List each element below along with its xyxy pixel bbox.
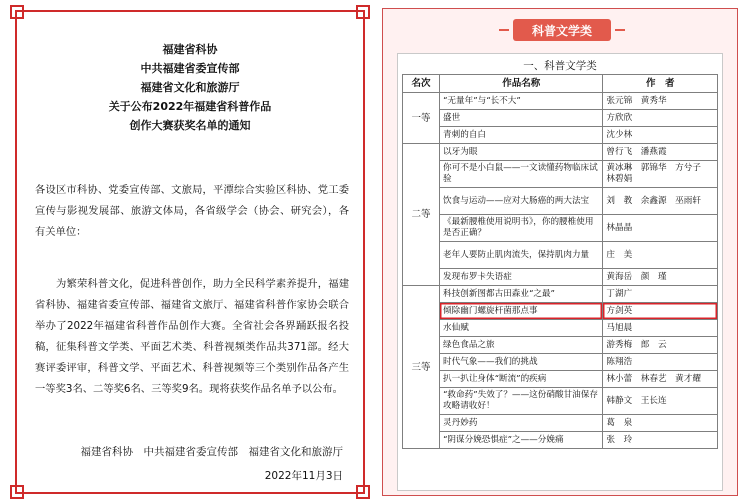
author-cell: 葛 泉 (603, 415, 718, 432)
work-title-cell: 以牙为眼 (440, 144, 603, 161)
table-row (403, 188, 718, 215)
work-title-cell: 盛世 (440, 110, 603, 127)
work-title-cell: “无量年”与“长不大” (440, 93, 603, 110)
table-row (403, 320, 718, 337)
rank-cell: 一等 (403, 93, 440, 144)
table-row (403, 127, 718, 144)
table-row (403, 93, 718, 110)
author-cell: 林小蕾 林春艺 黄才耀 (603, 371, 718, 388)
table-row (403, 432, 718, 449)
table-row (403, 354, 718, 371)
work-title-cell: 灵丹妙药 (440, 415, 603, 432)
work-title-cell: 发现布罗卡失语症 (440, 269, 603, 286)
notice-addressee: 各设区市科协、党委宣传部、文旅局，平潭综合实验区科协、党工委宣传与影视发展部、旅游文体局，各省级学会（协会、研究会），各有关单位： (35, 184, 349, 238)
work-title-cell: “救命药”失效了？——这份硝酸甘油保存攻略请收好！ (440, 388, 603, 415)
work-title-cell: 倾除幽门螺旋杆菌那点事 (440, 303, 603, 320)
work-title-cell: 你可不是小白鼠——一文读懂药物临床试验 (440, 161, 603, 188)
table-title: 一、科普文学类 (523, 60, 597, 72)
notice-title-line: 创作大赛获奖名单的通知 (129, 119, 251, 132)
table-header-row (403, 75, 718, 93)
work-title-cell: “阴谋分娩恐惧症”之——分娩痛 (440, 432, 603, 449)
author-cell: 方剑英 (603, 303, 718, 320)
table-row (403, 286, 718, 303)
issuer-line: 福建省文化和旅游厅 (140, 81, 240, 94)
notice-signature: 福建省科协 中共福建省委宣传部 福建省文化和旅游厅 (80, 446, 343, 458)
table-row (403, 415, 718, 432)
corner-ornament (10, 485, 24, 499)
table-row (403, 303, 718, 320)
table-row (403, 337, 718, 354)
award-table-card (397, 53, 723, 491)
work-title-cell: 绿色食品之旅 (440, 337, 603, 354)
work-title-cell: 老年人要防止肌肉流失，保持肌肉力量 (440, 242, 603, 269)
work-title-cell: 青刺的自白 (440, 127, 603, 144)
table-row (403, 161, 718, 188)
corner-ornament (356, 5, 370, 19)
author-cell: 马旭晨 (603, 320, 718, 337)
author-cell: 林晶晶 (603, 215, 718, 242)
corner-ornament (10, 5, 24, 19)
table-row (403, 242, 718, 269)
table-row (403, 144, 718, 161)
award-table-body (403, 93, 718, 449)
notice-date: 2022年11月3日 (264, 470, 343, 482)
award-table (402, 74, 718, 449)
table-row (403, 269, 718, 286)
author-cell: 方欣欣 (603, 110, 718, 127)
notice-heading (17, 40, 363, 135)
issuer-line: 中共福建省委宣传部 (140, 62, 240, 75)
notice-body: 为繁荣科普文化，促进科普创作，助力全民科学素养提升，福建省科协、福建省委宣传部、福建省文旅厅、福建省科普作家协会联合举办了2022年福建省科普作品创作大赛。全省社会各界踊跃报名投稿，征集科普文学类、平面艺术类、科普视频类作品共371部。经大赛评委评审，科普文学、平面艺术、科普视频等三个类别作品各产生一等奖3名、二等奖6名、三等奖9名。现将获奖作品名单予以公布。 (35, 278, 349, 395)
corner-ornament (356, 485, 370, 499)
header-rank: 名次 (403, 75, 440, 93)
author-cell: 黄海岳 颜 瑾 (603, 269, 718, 286)
award-list-panel (382, 8, 738, 496)
table-row (403, 388, 718, 415)
rank-cell: 二等 (403, 144, 440, 286)
author-cell: 沈少林 (603, 127, 718, 144)
work-title-cell: 科技创新图都古田森业“之最” (440, 286, 603, 303)
author-cell: 游秀梅 郎 云 (603, 337, 718, 354)
author-cell: 丁湖广 (603, 286, 718, 303)
author-cell: 黄冰琳 郭锦华 方兮子 林碧娟 (603, 161, 718, 188)
work-title-cell: 《最新腰椎使用说明书》，你的腰椎使用是否正确？ (440, 215, 603, 242)
table-row (403, 110, 718, 127)
work-title-cell: 扒一扒让身体“断流”的疾病 (440, 371, 603, 388)
header-work: 作品名称 (440, 75, 603, 93)
author-cell: 曾行飞 潘燕霞 (603, 144, 718, 161)
author-cell: 张 玲 (603, 432, 718, 449)
table-row (403, 371, 718, 388)
notice-title-line: 关于公布2022年福建省科普作品 (108, 100, 272, 113)
work-title-cell: 水仙赋 (440, 320, 603, 337)
author-cell: 韩静文 王长连 (603, 388, 718, 415)
author-cell: 庄 美 (603, 242, 718, 269)
rank-cell: 三等 (403, 286, 440, 449)
notice-panel (15, 10, 365, 494)
issuer-line: 福建省科协 (162, 43, 218, 56)
work-title-cell: 饮食与运动——应对大肠癌的两大法宝 (440, 188, 603, 215)
work-title-cell: 时代气象——我们的挑战 (440, 354, 603, 371)
header-author: 作 者 (603, 75, 718, 93)
author-cell: 陈翔浩 (603, 354, 718, 371)
table-row (403, 215, 718, 242)
category-badge: 科普文学类 (513, 19, 611, 41)
author-cell: 刘 教 余鑫源 巫雨轩 (603, 188, 718, 215)
author-cell: 张元锦 黄秀华 (603, 93, 718, 110)
